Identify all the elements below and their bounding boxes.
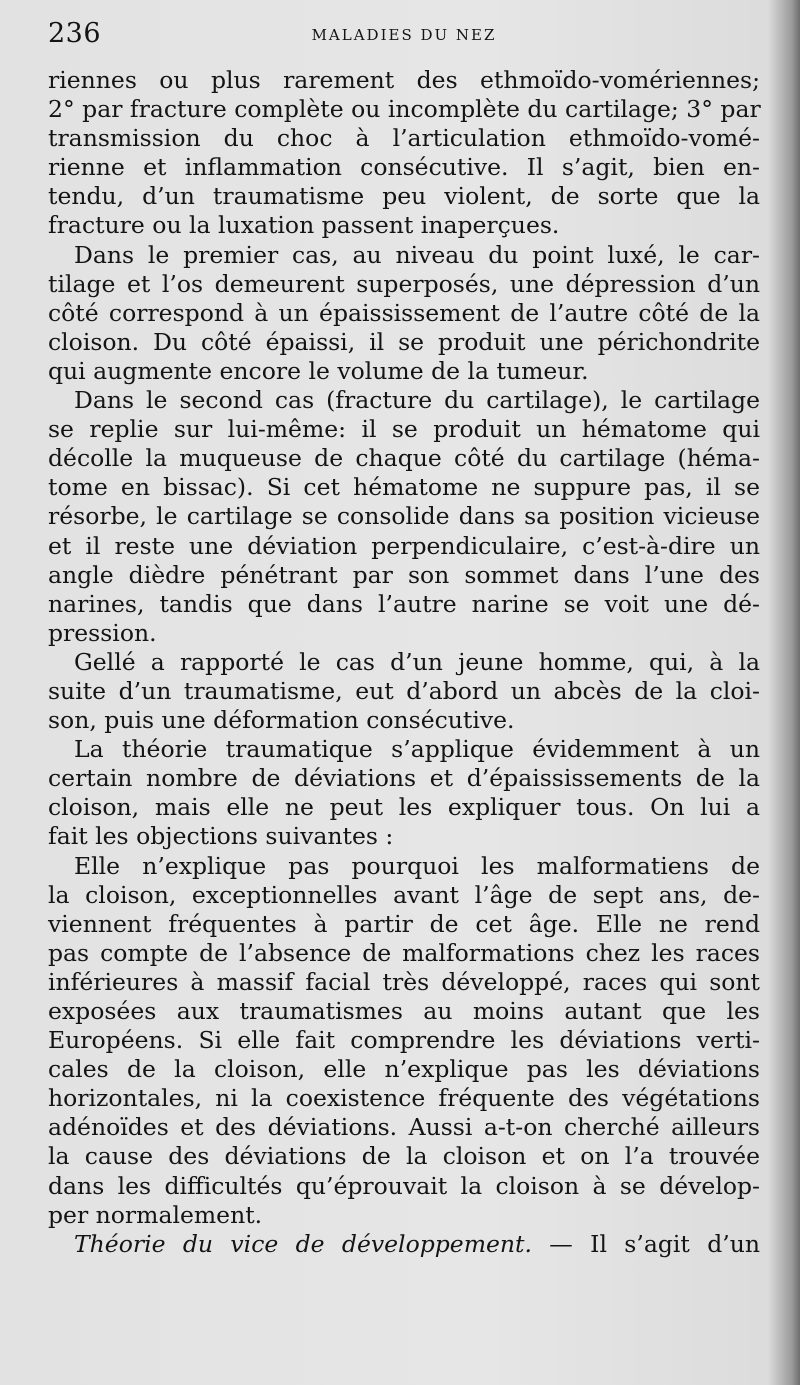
text-line: exposées aux traumatismes au moins autant que les (48, 997, 760, 1025)
text-line: Européens. Si elle fait comprendre les déviations verti- (48, 1026, 760, 1055)
paragraph-end-line: qui augmente encore le volume de la tumeur. (48, 356, 589, 385)
paragraph-start-line: Gellé a rapporté le cas d’un jeune homme, qui, à la (74, 647, 760, 676)
text-line: cloison. Du côté épaissi, il se produit une périchondrite (48, 327, 760, 356)
text-line: pas compte de l’absence de malformations chez les races (48, 938, 760, 967)
text-line: suite d’un traumatisme, eut d’abord un abcès de la cloi- (48, 676, 760, 705)
text-line: rienne et inflammation consécutive. Il s’agit, bien en- (48, 153, 760, 182)
text-line: certain nombre de déviations et d’épaississements de la (48, 764, 760, 793)
page-number: 236 (48, 18, 102, 49)
text-line: horizontales, ni la coexistence fréquente des végétations (48, 1084, 760, 1113)
paragraph-start-line: Dans le second cas (fracture du cartilage), le cartilage (74, 386, 760, 415)
text-line: angle dièdre pénétrant par son sommet dans l’une des (48, 560, 760, 589)
text-line: inférieures à massif facial très développé, races qui sont (48, 967, 760, 996)
paragraph-start-line: La théorie traumatique s’applique évidemment à un (74, 735, 760, 764)
section-heading-rest: — Il s’agit d’un (531, 1229, 760, 1258)
text-line: la cause des déviations de la cloison et on l’a trouvée (48, 1142, 760, 1171)
text-line: cloison, mais elle ne peut les expliquer tous. On lui a (48, 793, 760, 822)
text-line: tome en bissac). Si cet hématome ne suppure pas, il se (48, 473, 760, 502)
text-line: se replie sur lui-même: il se produit un hématome qui (48, 415, 760, 444)
paragraph-end-line: son, puis une déformation consécutive. (48, 706, 515, 735)
text-line: tendu, d’un traumatisme peu violent, de sorte que la (48, 182, 760, 211)
text-line: viennent fréquentes à partir de cet âge. Elle ne rend (48, 909, 760, 938)
text-line: côté correspond à un épaississement de l’autre côté de la (48, 298, 760, 327)
text-line: narines, tandis que dans l’autre narine se voit une dé- (48, 589, 760, 618)
text-line: et il reste une déviation perpendiculaire, c’est-à-dire un (48, 531, 760, 560)
text-line: cales de la cloison, elle n’explique pas les déviations (48, 1055, 760, 1084)
running-head (48, 18, 760, 48)
paragraph-end-line: fait les objections suivantes : (48, 822, 394, 851)
text-line: adénoïdes et des déviations. Aussi a-t-on cherché ailleurs (48, 1113, 760, 1142)
text-line: la cloison, exceptionnelles avant l’âge de sept ans, de- (48, 880, 760, 909)
running-title: MALADIES DU NEZ (311, 26, 497, 44)
text-line: riennes ou plus rarement des ethmoïdo-vomériennes; (48, 66, 760, 94)
text-line: 2° par fracture complète ou incomplète du cartilage; 3° par (48, 95, 761, 124)
section-heading-line (48, 1230, 760, 1259)
text-line: décolle la muqueuse de chaque côté du cartilage (héma- (48, 444, 760, 473)
paragraph-start-line: Elle n’explique pas pourquoi les malformatiens de (74, 851, 760, 880)
text-line: tilage et l’os demeurent superposés, une dépression d’un (48, 269, 760, 298)
paragraph-end-line: pression. (48, 618, 157, 647)
text-line: transmission du choc à l’articulation ethmoïdo-vomé- (48, 124, 760, 153)
section-heading-italic: Théorie du vice de développement. (74, 1229, 532, 1258)
paragraph-end-line: fracture ou la luxation passent inaperçues. (48, 211, 560, 240)
paragraph-start-line: Dans le premier cas, au niveau du point luxé, le car- (74, 240, 760, 269)
paragraph-end-line: per normalement. (48, 1200, 263, 1229)
text-line: résorbe, le cartilage se consolide dans sa position vicieuse (48, 502, 760, 531)
text-line: dans les difficultés qu’éprouvait la cloison à se dévelop- (48, 1171, 760, 1200)
body-text (48, 66, 760, 1259)
